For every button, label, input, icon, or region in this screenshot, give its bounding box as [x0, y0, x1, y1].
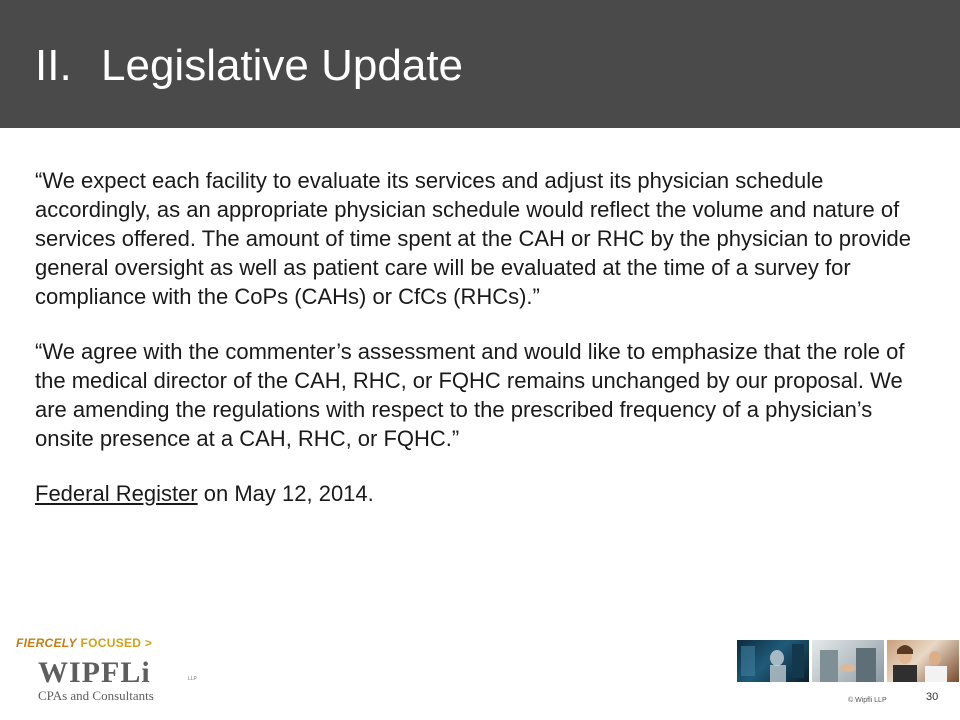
slide-title: [35, 38, 463, 94]
photo-strip: [737, 640, 959, 682]
source-citation: [35, 479, 935, 508]
brand-name: WIPFLi: [38, 656, 151, 689]
tagline-fiercely: FIERCELY: [16, 636, 77, 650]
slide-body: [35, 166, 935, 508]
page-number: 30: [926, 691, 939, 703]
quote-paragraph-2: “We agree with the commenter’s assessment and would like to emphasize that the role of the medical director of the CAH, RHC, or FQHC remains unchanged by our proposal. We are amending the regulations with respect to the prescribed frequency of a physician’s onsite presence at a CAH, RHC, or FQHC.”: [35, 339, 905, 451]
title-bar: [0, 0, 960, 128]
copyright-notice: © Wipfli LLP: [848, 697, 887, 704]
wipfli-logo: [16, 636, 206, 716]
quote-paragraph-1: “We expect each facility to evaluate its services and adjust its physician schedule accordingly, as an appropriate physician schedule would reflect the volume and nature of services offered. The amount of time spent at the CAH or RHC by the physician to provide general oversight as well as patient care will be evaluated at the time of a survey for compliance with the CoPs (CAHs) or CfCs (RHCs).”: [35, 168, 911, 309]
tagline-focused: FOCUSED >: [76, 636, 153, 650]
source-date: on May 12, 2014.: [197, 481, 374, 506]
photo-handshake: [812, 640, 884, 682]
photo-team-meeting: [887, 640, 959, 682]
brand-suffix: LLP: [188, 676, 197, 682]
section-number: II.: [35, 41, 72, 90]
federal-register-link[interactable]: Federal Register: [35, 481, 198, 506]
tagline: [16, 636, 152, 650]
photo-medical-imaging: [737, 640, 809, 682]
brand-subtitle: CPAs and Consultants: [38, 688, 154, 703]
title-text: Legislative Update: [101, 41, 464, 90]
